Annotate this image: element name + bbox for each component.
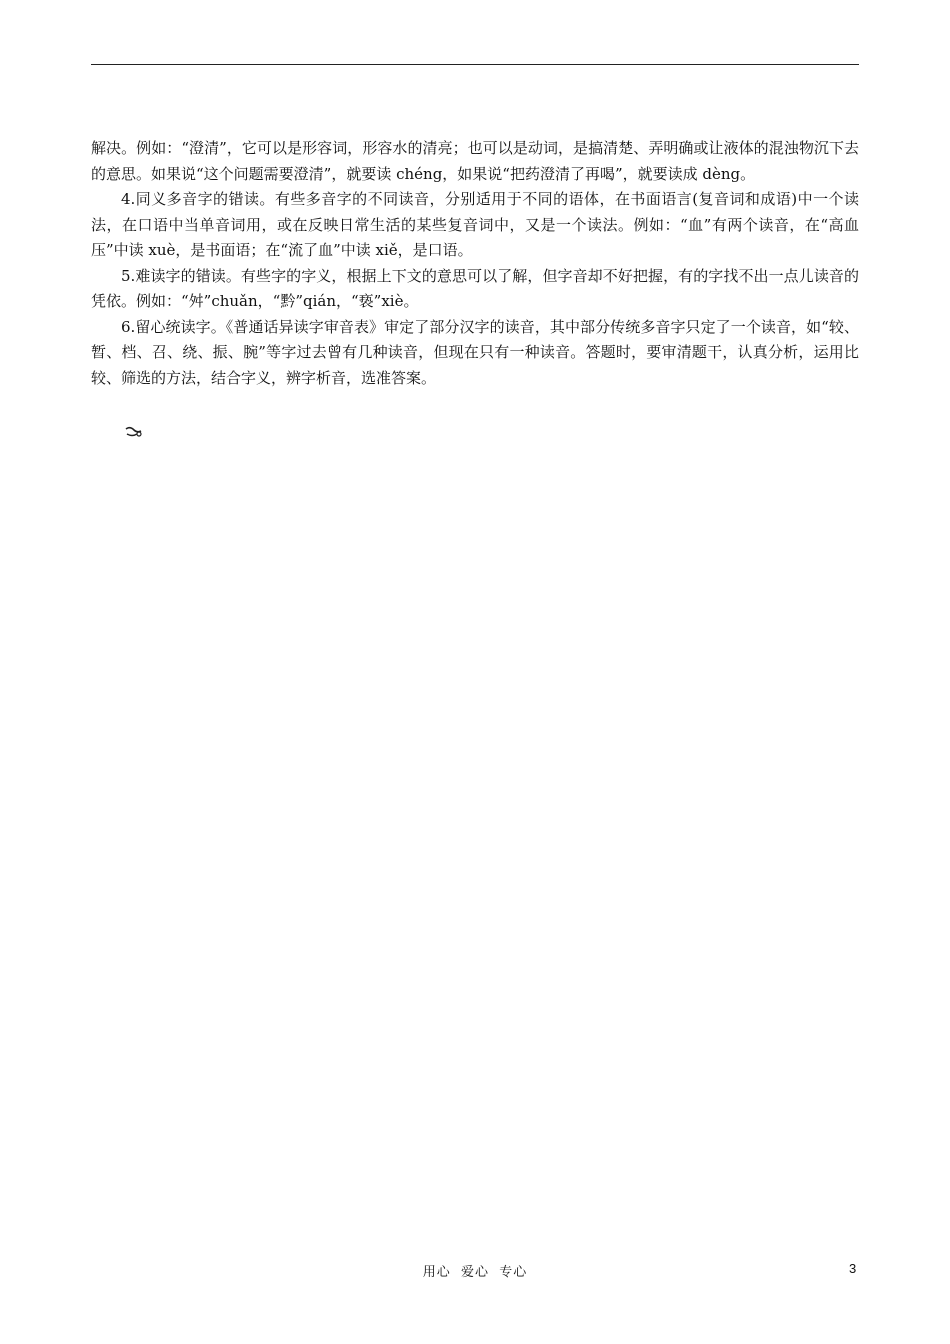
page-number: 3 [849, 1261, 857, 1276]
document-body [91, 136, 859, 391]
paragraph-6: 6.留心统读字。《普通话异读字审音表》审定了部分汉字的读音，其中部分传统多音字只定了一个读音，如“较、暂、档、召、绕、振、腕”等字过去曾有几种读音，但现在只有一种读音。答题时，要审清题干，认真分析，运用比较、筛选的方法，结合字义，辨字析音，选准答案。 [91, 317, 859, 387]
paragraph-4: 4.同义多音字的错读。有些多音字的不同读音，分别适用于不同的语体，在书面语言(复音词和成语)中一个读法，在口语中当单音词用，或在反映日常生活的某些复音词中，又是一个读法。例如：“血”有两个读音，在“高血压”中读 xuè，是书面语；在“流了血”中读 xiě，是口语。 [91, 190, 859, 259]
header-rule [91, 64, 859, 65]
paragraph-5: 5.难读字的错读。有些字的字义，根据上下文的意思可以了解，但字音却不好把握，有的字找不出一点儿读音的凭依。例如：“舛”chuǎn，“黔”qián，“亵”xiè。 [91, 266, 859, 310]
footer-motto: 用心 爱心 专心 [422, 1265, 528, 1280]
paragraph-continuation: 解决。例如：“澄清”，它可以是形容词，形容水的清亮；也可以是动词，是搞清楚、弄明确或让液体的混浊物沉下去的意思。如果说“这个问题需要澄清”，就要读 chéng，如果说“把药澄清了再喝”，就要读成 dèng。 [91, 139, 859, 183]
small-ornament-icon [124, 424, 144, 438]
